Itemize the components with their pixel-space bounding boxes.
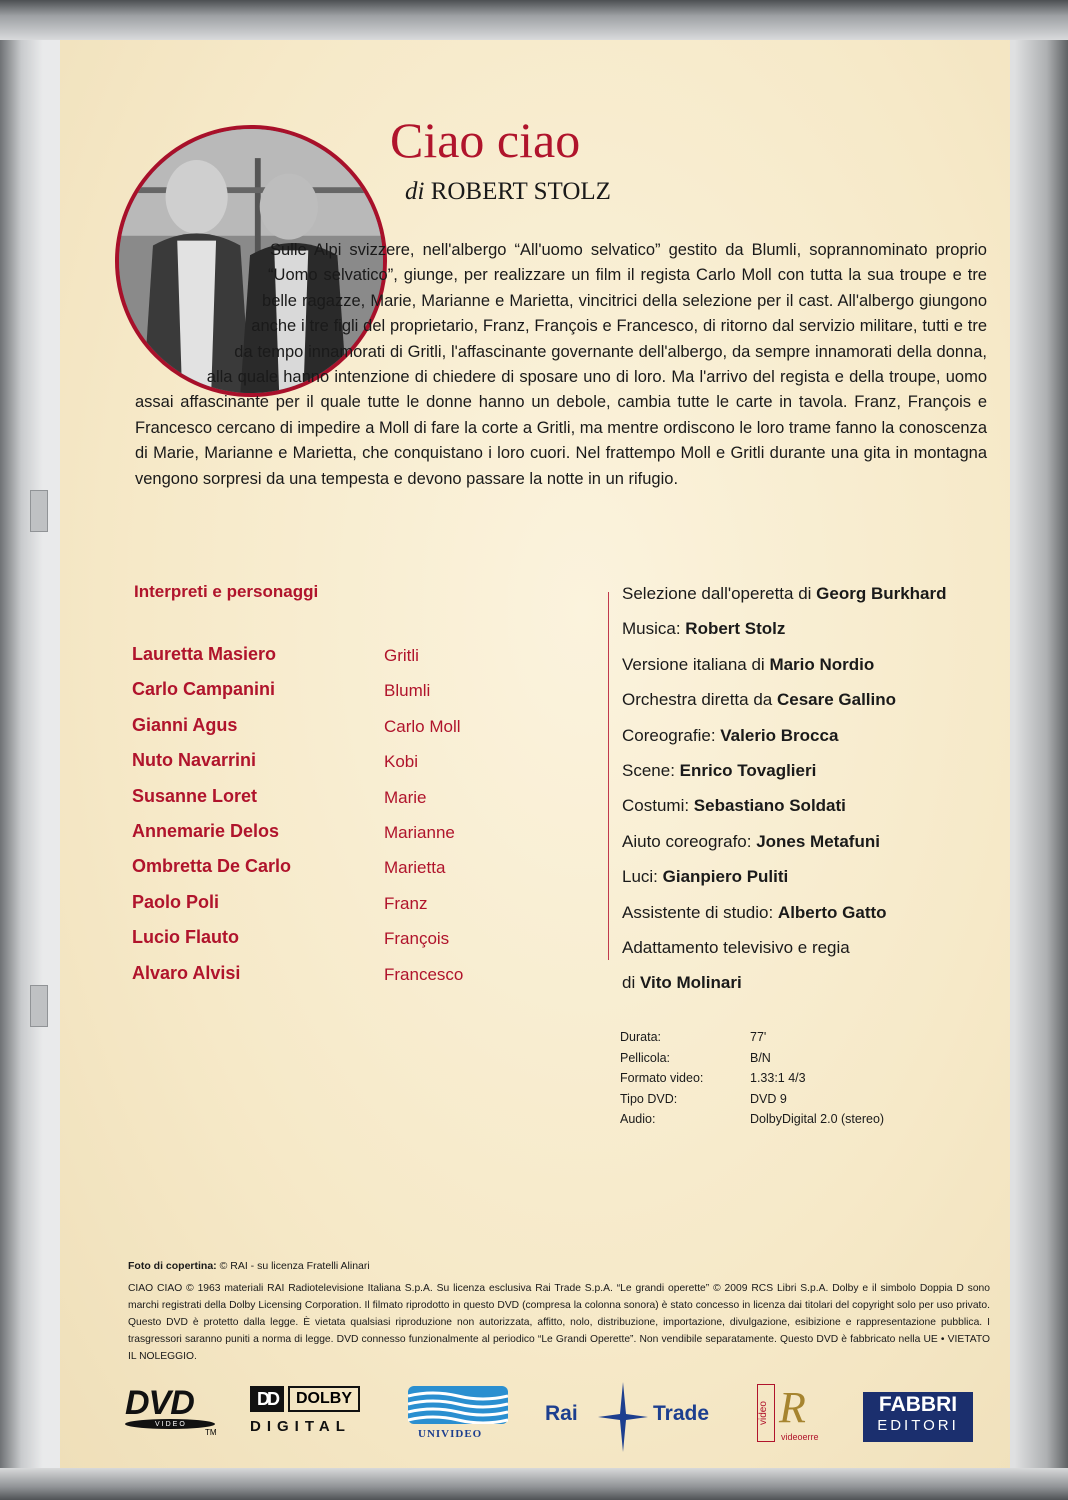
credit-name: Valerio Brocca <box>720 725 839 745</box>
cast-row <box>132 715 472 750</box>
character-name: François <box>384 929 450 949</box>
credit-row <box>622 903 1002 938</box>
rai-star-icon <box>598 1382 648 1452</box>
actor-name: Gianni Agus <box>132 714 238 735</box>
cast-row <box>132 892 472 927</box>
credit-label: di <box>622 973 640 993</box>
photo-credit-text: © RAI - su licenza Fratelli Alinari <box>216 1260 370 1272</box>
actor-name: Ombretta De Carlo <box>132 856 292 877</box>
credit-name: Vito Molinari <box>639 973 742 993</box>
credit-row <box>622 584 1002 619</box>
credits-list <box>622 584 1002 1009</box>
character-name: Gritli <box>384 646 419 665</box>
spec-value: DolbyDigital 2.0 (stereo) <box>750 1112 885 1127</box>
actor-name: Alvaro Alvisi <box>132 962 241 983</box>
credit-name: Alberto Gatto <box>777 902 887 922</box>
credit-label: Costumi: <box>622 796 694 816</box>
actor-name: Susanne Loret <box>132 785 258 806</box>
byline-author: ROBERT STOLZ <box>430 178 611 205</box>
tech-specs <box>620 1030 980 1133</box>
character-name: Kobi <box>384 752 419 772</box>
credit-name: Sebastiano Soldati <box>693 796 846 816</box>
character-name: Francesco <box>384 964 464 984</box>
credit-label: Musica: <box>622 619 686 639</box>
spec-key: Tipo DVD: <box>620 1091 678 1106</box>
cast-row <box>132 750 472 785</box>
spec-value: DVD 9 <box>750 1091 787 1106</box>
credit-name: Georg Burkhard <box>816 584 947 603</box>
photo-credit <box>128 1260 370 1272</box>
dvd-logo-text: DVD <box>125 1384 194 1422</box>
actor-name: Lucio Flauto <box>132 927 239 948</box>
credit-name: Enrico Tovaglieri <box>679 760 817 780</box>
credit-name: Mario Nordio <box>769 654 875 674</box>
credit-row <box>622 973 1002 1008</box>
credit-label: Assistente di studio: <box>622 902 778 922</box>
credit-row <box>622 655 1002 690</box>
actor-name: Paolo Poli <box>132 891 220 912</box>
spec-row <box>620 1092 980 1113</box>
credit-label: Selezione dall'operetta di <box>622 584 817 603</box>
spec-row <box>620 1071 980 1092</box>
dvd-video-logo <box>125 1384 225 1440</box>
credit-row <box>622 619 1002 654</box>
videoerre-r-mark: R <box>779 1383 806 1432</box>
credit-label: Coreografie: <box>622 725 721 745</box>
cast-row <box>132 679 472 714</box>
character-name: Marie <box>384 787 427 807</box>
spec-value: B/N <box>750 1050 771 1065</box>
videoerre-text: videoerre <box>781 1432 819 1442</box>
dolby-word: DOLBY <box>288 1386 360 1412</box>
videoerre-logo <box>757 1384 837 1448</box>
cast-row <box>132 856 472 891</box>
credit-label: Scene: <box>622 760 680 780</box>
spec-key: Audio: <box>620 1112 656 1127</box>
character-name: Blumli <box>384 681 431 701</box>
character-name: Marianne <box>384 822 455 842</box>
logo-strip <box>125 1382 985 1452</box>
univideo-logo <box>408 1386 518 1446</box>
rai-text: Rai <box>545 1402 578 1425</box>
dolby-digital-logo <box>250 1386 380 1442</box>
cast-row <box>132 963 472 998</box>
cast-heading: Interpreti e personaggi <box>134 582 319 601</box>
credit-label: Orchestra diretta da <box>622 690 777 710</box>
credit-row <box>622 690 1002 725</box>
dolby-double-d-icon: DD <box>250 1386 284 1412</box>
dvd-logo-tm: TM <box>205 1428 217 1437</box>
movie-title: Ciao ciao <box>390 112 581 168</box>
cast-row <box>132 644 472 679</box>
character-name: Franz <box>384 893 428 913</box>
spec-row <box>620 1030 980 1051</box>
case-top-edge <box>0 0 1068 40</box>
legal-text: CIAO CIAO © 1963 materiali RAI Radiotelevisione Italiana S.p.A. Su licenza esclusiva Rai Trade S.p.A. “Le grandi operette” © 2009 RCS Libri S.p.A. Dolby e il simbolo Doppia D sono marchi registrati della Dolby Licensing Corporation. Il filmato riprodotto in questo DVD (compresa la colonna sonora) è stato concesso in licenza dai titolari del copyright solo per uso privato. Questo DVD è protetto dalla legge. È vietata qualsiasi riproduzione non autorizzata, affitto, nolo, distribuzione, importazione, divulgazione, esibizione e rappresentazione pubblica. I trasgressori saranno puniti a norma di legge. DVD connesso funzionalmente al periodico “Le Grandi Operette”. Non vendibile separatamente. Questo DVD è fabbricato nella UE • VIETATO IL NOLEGGIO. <box>128 1283 990 1362</box>
actor-name: Nuto Navarrini <box>132 750 257 771</box>
cast-row <box>132 821 472 856</box>
credit-row <box>622 726 1002 761</box>
credit-row <box>622 867 1002 902</box>
credit-name: Jones Metafuni <box>756 831 880 851</box>
case-bottom-edge <box>0 1468 1068 1500</box>
credit-row <box>622 832 1002 867</box>
synopsis-block <box>135 238 987 492</box>
credit-name: Robert Stolz <box>685 619 786 639</box>
dolby-digital-word: DIGITAL <box>250 1418 351 1435</box>
credit-label: Versione italiana di <box>622 654 770 674</box>
byline-prefix: di <box>405 178 425 205</box>
column-divider <box>608 592 609 960</box>
fabbri-text: FABBRI <box>878 1393 958 1416</box>
cast-list <box>132 644 472 998</box>
synopsis-text: Sulle Alpi svizzere, nell'albergo “All'uomo selvatico” gestito da Blumli, soprannominato proprio “Uomo selvatico”, giunge, per realizzare un film il regista Carlo Moll con tutta la sua troupe e tre belle ragazze, Marie, Marianne e Marietta, vincitrici della selezione per il cast. All'albergo giungono anche i tre figli del proprietario, Franz, François e Francesco, di ritorno dal servizio militare, tutti e tre da tempo innamorati di Gritli, l'affascinante governante dell'albergo, da sempre innamorati della donna, alla quale hanno intenzione di chiedere di sposare uno di loro. Ma l'arrivo del regista e della troupe, uomo assai affascinante per il quale tutte le donne hanno un debole, cambia tutte le carte in tavola. Franz, François e Francesco cercano di impedire a Moll di fare la corte a Gritli, ma mentre ordiscono le loro trame fanno la conoscenza di Marie, Marianne e Marietta, che conquistano i loro cuori. Nel frattempo Moll e Gritli durante una gita in montagna vengono sorpresi da una tempesta e devono passare la notte in un rifugio. <box>135 241 987 488</box>
trade-text: Trade <box>653 1402 710 1425</box>
spec-value: 77' <box>750 1030 767 1044</box>
univideo-text: UNIVIDEO <box>418 1428 483 1440</box>
case-clip-lower <box>30 985 48 1027</box>
credit-label: Aiuto coreografo: <box>622 831 757 851</box>
spec-key: Formato video: <box>620 1071 704 1086</box>
spec-key: Pellicola: <box>620 1050 671 1065</box>
actor-name: Lauretta Masiero <box>132 644 277 664</box>
credit-name: Cesare Gallino <box>776 690 897 710</box>
actor-name: Carlo Campanini <box>132 679 276 700</box>
photo-credit-label: Foto di copertina: <box>128 1260 217 1272</box>
credit-row <box>622 938 1002 973</box>
credit-label: Luci: <box>622 867 663 887</box>
credit-row <box>622 796 1002 831</box>
character-name: Marietta <box>384 858 446 878</box>
spec-value: 1.33:1 4/3 <box>750 1071 806 1086</box>
spec-key: Durata: <box>620 1030 661 1044</box>
case-clip-upper <box>30 490 48 532</box>
editori-text: EDITORI <box>877 1417 959 1434</box>
spec-row <box>620 1112 980 1133</box>
cast-row <box>132 927 472 962</box>
dvd-logo-sub: VIDEO <box>155 1421 187 1428</box>
credit-row <box>622 761 1002 796</box>
character-name: Carlo Moll <box>384 716 461 736</box>
videoerre-vertical-text: video <box>757 1384 775 1442</box>
actor-name: Annemarie Delos <box>132 820 280 841</box>
fabbri-editori-logo <box>863 1392 973 1442</box>
cast-row <box>132 786 472 821</box>
rai-trade-logo <box>543 1382 723 1452</box>
byline <box>405 178 611 206</box>
credit-label: Adattamento televisivo e regia <box>622 937 850 957</box>
credit-name: Gianpiero Puliti <box>662 867 789 887</box>
spec-row <box>620 1051 980 1072</box>
univideo-waves-icon <box>408 1386 508 1424</box>
